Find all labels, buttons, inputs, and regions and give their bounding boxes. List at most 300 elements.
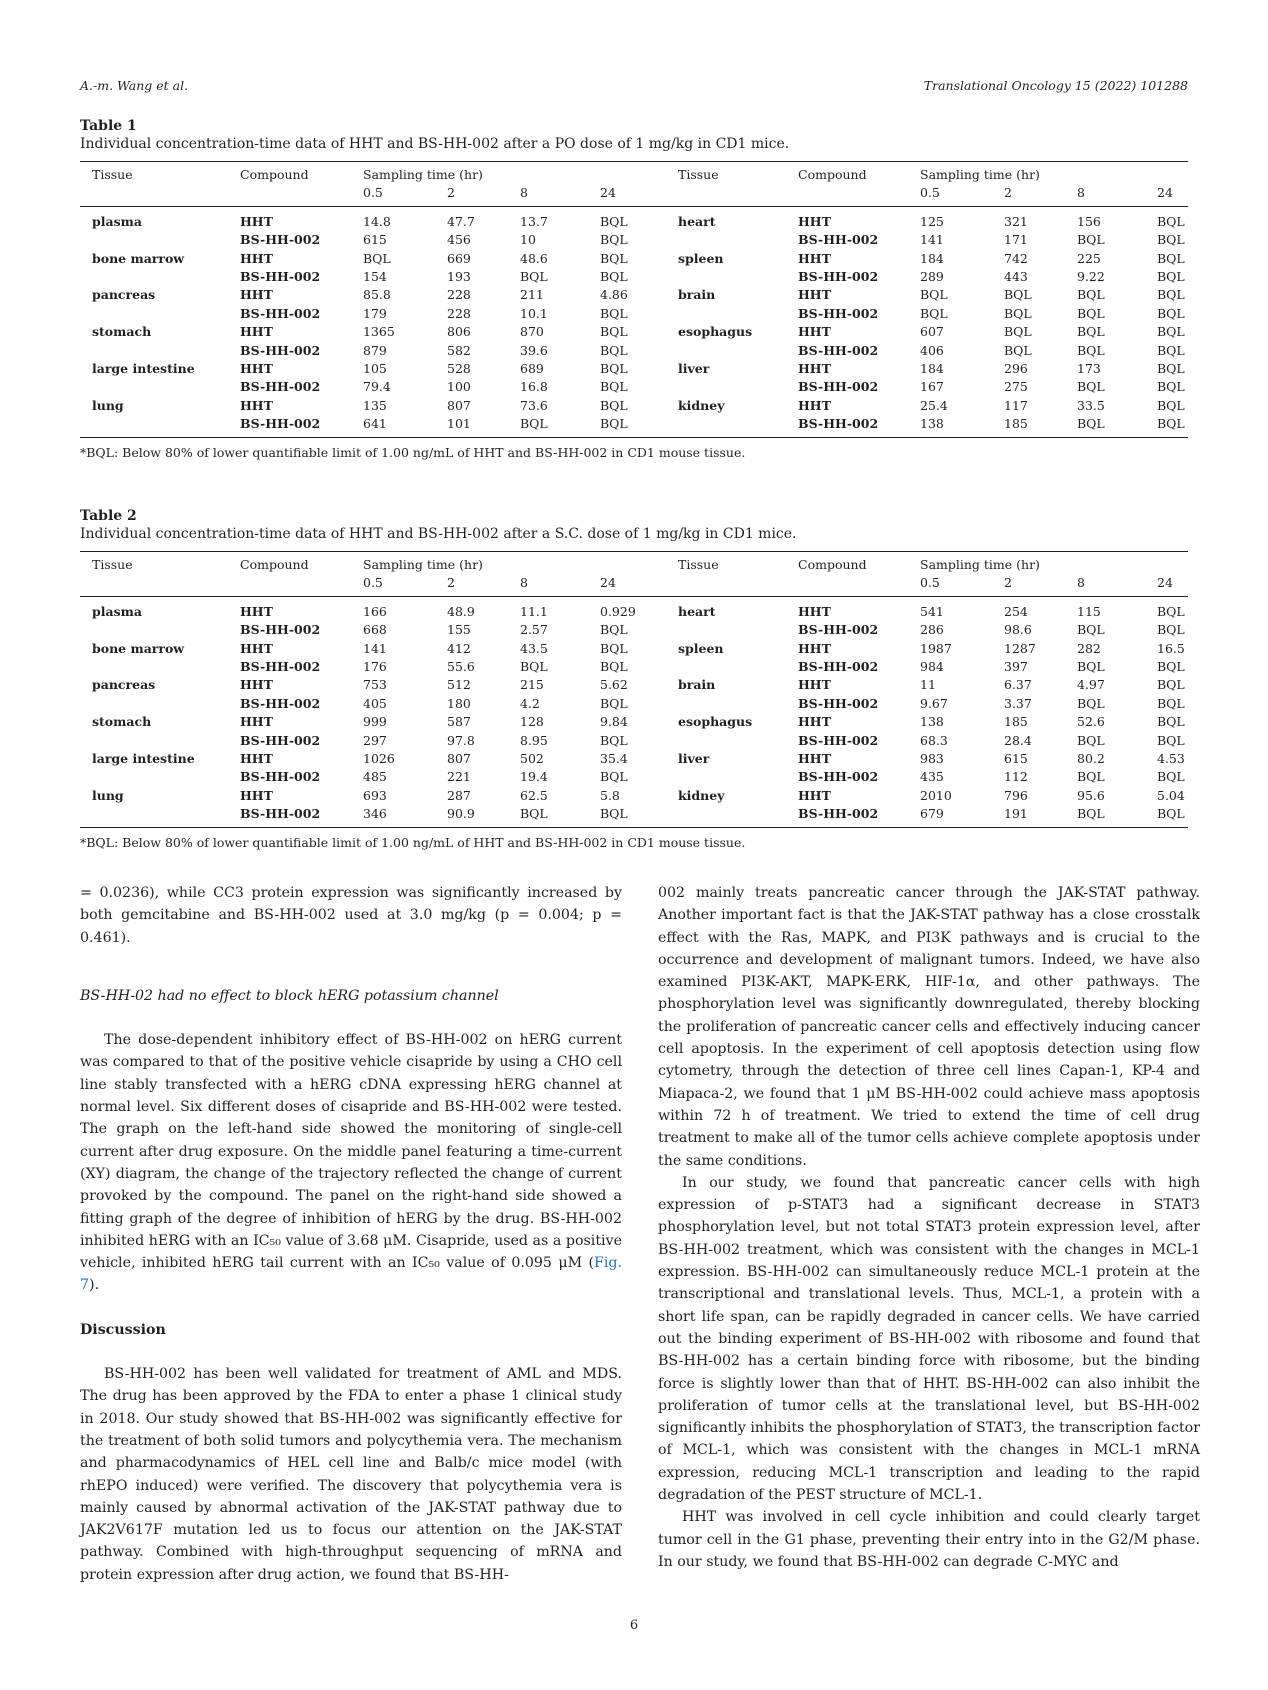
value-cell: 11.1 (520, 603, 548, 619)
tissue-cell: stomach (92, 714, 152, 730)
value-cell: BQL (1145, 805, 1188, 827)
compound-cell: HHT (798, 787, 831, 803)
subsection-heading: BS-HH-02 had no effect to block hERG potassium channel (80, 987, 499, 1004)
value-cell: 541 (920, 603, 944, 619)
table-row (80, 286, 1188, 304)
value-cell: 85.8 (363, 287, 391, 303)
compound-cell: HHT (798, 213, 831, 229)
value-cell: BQL (1077, 342, 1105, 358)
value-cell: 35.4 (600, 751, 628, 767)
paragraph: BS-HH-002 has been well validated for treatment of AML and MDS. The drug has been approved by the FDA to enter a phase 1 clinical study in 2018. Our study showed that BS-HH-002 was significantly effective for the treatment of both solid tumors and polycythemia vera. The mechanism and pharmacodynamics of HEL cell line and Balb/c mice model (with rhEPO induced) were verified. The discovery that polycythemia vera is mainly caused by abnormal activation of the JAK-STAT pathway due to JAK2V617F mutation led us to focus our attention on the JAK-STAT pathway. Combined with high-throughput sequencing of mRNA and protein expression after drug action, we found that BS-HH- (80, 1366, 622, 1583)
time-header: 2 (435, 574, 508, 596)
value-cell: 346 (351, 805, 435, 827)
value-cell: 10.1 (520, 305, 548, 321)
column-header: Tissue (666, 552, 786, 575)
compound-cell: BS-HH-002 (240, 769, 321, 785)
value-cell: BQL (1077, 659, 1105, 675)
value-cell: 138 (920, 714, 944, 730)
table-row (80, 378, 1188, 396)
compound-cell: HHT (240, 714, 273, 730)
compound-cell: BS-HH-002 (240, 342, 321, 358)
table-row (80, 713, 1188, 731)
tissue-cell (666, 658, 786, 676)
table-subheader-row (80, 184, 1188, 206)
compound-cell: HHT (240, 250, 273, 266)
page-number: 6 (629, 1618, 639, 1633)
section-heading: Discussion (80, 1321, 166, 1338)
value-cell: 28.4 (1004, 732, 1032, 748)
compound-cell: HHT (798, 714, 831, 730)
value-cell: 4.53 (1157, 751, 1185, 767)
value-cell: 141 (920, 232, 944, 248)
value-cell: BQL (1157, 695, 1185, 711)
running-header-journal: Translational Oncology 15 (2022) 101288 (923, 78, 1188, 93)
value-cell: BQL (1157, 250, 1185, 266)
value-cell: 796 (1004, 787, 1028, 803)
value-cell: 100 (447, 379, 471, 395)
compound-cell: BS-HH-002 (240, 305, 321, 321)
value-cell: 39.6 (520, 342, 548, 358)
value-cell: 97.8 (447, 732, 475, 748)
column-header: Sampling time (hr) (351, 552, 666, 575)
value-cell: BQL (600, 213, 628, 229)
value-cell: 193 (447, 269, 471, 285)
tissue-cell: lung (92, 397, 124, 413)
data-table (80, 161, 1188, 438)
tissue-cell: pancreas (92, 677, 156, 693)
tissue-cell (80, 732, 228, 750)
tissue-cell: esophagus (678, 714, 753, 730)
column-header: Sampling time (hr) (908, 162, 1188, 185)
time-header: 0.5 (351, 574, 435, 596)
tissue-cell (80, 768, 228, 786)
compound-cell: HHT (798, 397, 831, 413)
value-cell: 870 (520, 324, 544, 340)
compound-cell: BS-HH-002 (798, 695, 879, 711)
value-cell: 16.5 (1157, 640, 1185, 656)
right-text-column (658, 882, 1200, 1573)
tissue-cell: spleen (678, 250, 724, 266)
value-cell: BQL (1065, 805, 1145, 827)
value-cell: 80.2 (1077, 751, 1105, 767)
value-cell: 485 (363, 769, 387, 785)
column-header: Sampling time (hr) (908, 552, 1188, 575)
table-row (80, 596, 1188, 621)
value-cell: BQL (600, 379, 628, 395)
tissue-cell (666, 732, 786, 750)
value-cell: BQL (1004, 324, 1032, 340)
value-cell: 128 (520, 714, 544, 730)
time-header: 0.5 (908, 184, 992, 206)
value-cell: 135 (363, 397, 387, 413)
compound-cell: BS-HH-002 (240, 232, 321, 248)
value-cell: 180 (447, 695, 471, 711)
value-cell: 112 (1004, 769, 1028, 785)
value-cell: 693 (363, 787, 387, 803)
value-cell: BQL (1157, 342, 1185, 358)
value-cell: 1287 (1004, 640, 1036, 656)
compound-cell: HHT (798, 640, 831, 656)
tissue-cell: liver (678, 361, 710, 377)
value-cell: 9.22 (1077, 269, 1105, 285)
value-cell: 221 (447, 769, 471, 785)
value-cell: 184 (920, 361, 944, 377)
time-header: 8 (508, 184, 588, 206)
value-cell: 1365 (363, 324, 395, 340)
table-row (80, 342, 1188, 360)
value-cell: BQL (520, 659, 548, 675)
value-cell: 167 (920, 379, 944, 395)
table-row (80, 415, 1188, 437)
value-cell: 55.6 (447, 659, 475, 675)
value-cell: 215 (520, 677, 544, 693)
compound-cell: BS-HH-002 (240, 269, 321, 285)
value-cell: 10 (520, 232, 536, 248)
value-cell: 211 (520, 287, 544, 303)
value-cell: BQL (1077, 324, 1105, 340)
column-header: Tissue (666, 162, 786, 185)
value-cell: 405 (363, 695, 387, 711)
data-table (80, 551, 1188, 828)
value-cell: 5.04 (1157, 787, 1185, 803)
compound-cell: BS-HH-002 (228, 805, 351, 827)
value-cell: BQL (600, 361, 628, 377)
tissue-cell (80, 658, 228, 676)
value-cell: 73.6 (520, 397, 548, 413)
table-footnote: *BQL: Below 80% of lower quantifiable limit of 1.00 ng/mL of HHT and BS-HH-002 in CD1 mouse tissue. (80, 444, 746, 460)
value-cell: 286 (920, 622, 944, 638)
value-cell: BQL (1157, 677, 1185, 693)
value-cell: 983 (920, 751, 944, 767)
tissue-cell: heart (678, 603, 716, 619)
value-cell: BQL (1077, 622, 1105, 638)
value-cell: 753 (363, 677, 387, 693)
table-body (80, 206, 1188, 437)
value-cell: BQL (1077, 232, 1105, 248)
tissue-cell: large intestine (92, 751, 195, 767)
tissue-cell (666, 268, 786, 286)
value-cell: BQL (1157, 305, 1185, 321)
compound-cell: BS-HH-002 (798, 342, 879, 358)
value-cell: 296 (1004, 361, 1028, 377)
value-cell: 668 (363, 622, 387, 638)
time-header: 24 (588, 184, 666, 206)
value-cell: 16.8 (520, 379, 548, 395)
value-cell: 999 (363, 714, 387, 730)
table-row (80, 268, 1188, 286)
value-cell: 14.8 (363, 213, 391, 229)
value-cell: BQL (1077, 287, 1105, 303)
table-row (80, 206, 1188, 231)
tissue-cell (666, 621, 786, 639)
column-header: Compound (228, 162, 351, 185)
value-cell: 615 (363, 232, 387, 248)
value-cell: 166 (363, 603, 387, 619)
value-cell: BQL (1157, 732, 1185, 748)
tissue-cell: esophagus (678, 324, 753, 340)
tissue-cell: lung (92, 787, 124, 803)
compound-cell: BS-HH-002 (786, 805, 908, 827)
value-cell: BQL (600, 342, 628, 358)
value-cell: BQL (1157, 397, 1185, 413)
value-cell: 179 (363, 305, 387, 321)
paragraph: In our study, we found that pancreatic cancer cells with high expression of p-STAT3 had a significant decrease in STAT3 phosphorylation level, but not total STAT3 protein expression level, after BS-HH-002 treatment, which was consistent with the changes in MCL-1 expression. BS-HH-002 can simultaneously reduce MCL-1 protein at the transcriptional and translational levels. Thus, MCL-1, a protein with a short life span, can be rapidly degraded in cancer cells. We have carried out the binding experiment of BS-HH-002 with ribosome and found that BS-HH-002 has a certain binding force with ribosome, but the binding force is slightly lower than that of HHT. BS-HH-002 can also inhibit the proliferation of tumor cells at the translational level, but BS-HH-002 significantly inhibits the phosphorylation of STAT3, the transcription factor of MCL-1, which was consistent with the changes in MCL-1 mRNA expression, reducing MCL-1 transcription and leading to the rapid degradation of the PEST structure of MCL-1. (658, 1174, 1200, 1504)
tissue-cell (80, 695, 228, 713)
value-cell: BQL (920, 287, 948, 303)
value-cell: 101 (435, 415, 508, 437)
table-row (80, 250, 1188, 268)
compound-cell: HHT (798, 250, 831, 266)
value-cell: BQL (1157, 232, 1185, 248)
value-cell: 879 (363, 342, 387, 358)
value-cell: 289 (920, 269, 944, 285)
value-cell: 154 (363, 269, 387, 285)
compound-cell: BS-HH-002 (798, 269, 879, 285)
tissue-cell: heart (678, 213, 716, 229)
value-cell: BQL (1157, 361, 1185, 377)
tissue-cell (80, 805, 228, 827)
value-cell: 669 (447, 250, 471, 266)
paragraph: The dose-dependent inhibitory effect of BS-HH-002 on hERG current was compared to that of the positive vehicle cisapride by using a CHO cell line stably transfected with a hERG cDNA expressing hERG channel at normal level. Six different doses of cisapride and BS-HH-002 were tested. The graph on the left-hand side showed the monitoring of single-cell current after drug exposure. On the middle panel featuring a time-current (XY) diagram, the change of the trajectory reflected the change of current provoked by the compound. The panel on the right-hand side showed a fitting graph of the degree of inhibition of hERG by the drug. BS-HH-002 inhibited hERG with an IC₅₀ value of 3.68 μM. Cisapride, used as a positive vehicle, inhibited hERG tail current with an IC₅₀ value of 0.095 μM (Fig. 7). (80, 1032, 622, 1294)
compound-cell: BS-HH-002 (240, 622, 321, 638)
value-cell: 512 (447, 677, 471, 693)
value-cell: BQL (508, 415, 588, 437)
value-cell: BQL (1157, 714, 1185, 730)
table-footnote: *BQL: Below 80% of lower quantifiable limit of 1.00 ng/mL of HHT and BS-HH-002 in CD1 mouse tissue. (80, 834, 746, 850)
value-cell: BQL (1157, 603, 1185, 619)
tissue-cell (80, 415, 228, 437)
value-cell: BQL (588, 805, 666, 827)
table-header-row (80, 162, 1188, 185)
time-header: 24 (1145, 574, 1188, 596)
table-row (80, 787, 1188, 805)
table-1 (80, 117, 1188, 460)
value-cell: BQL (1157, 269, 1185, 285)
value-cell: BQL (600, 695, 628, 711)
value-cell: BQL (600, 732, 628, 748)
value-cell: 68.3 (920, 732, 948, 748)
value-cell: BQL (1157, 324, 1185, 340)
table-caption: Individual concentration-time data of HHT and BS-HH-002 after a S.C. dose of 1 mg/kg in CD1 mice. (80, 526, 797, 542)
value-cell: 13.7 (520, 213, 548, 229)
value-cell: 321 (1004, 213, 1028, 229)
value-cell: 228 (447, 287, 471, 303)
table-row (80, 768, 1188, 786)
value-cell: 5.8 (600, 787, 620, 803)
compound-cell: BS-HH-002 (798, 379, 879, 395)
tissue-cell (666, 768, 786, 786)
table-row (80, 397, 1188, 415)
value-cell: 171 (1004, 232, 1028, 248)
value-cell: 176 (363, 659, 387, 675)
tissue-cell (80, 342, 228, 360)
value-cell: 275 (1004, 379, 1028, 395)
value-cell: 443 (1004, 269, 1028, 285)
value-cell: 125 (920, 213, 944, 229)
compound-cell: HHT (798, 287, 831, 303)
tissue-cell: kidney (678, 787, 725, 803)
value-cell: 435 (920, 769, 944, 785)
compound-cell: HHT (240, 324, 273, 340)
value-cell: 191 (992, 805, 1065, 827)
value-cell: 185 (992, 415, 1065, 437)
value-cell: 2.57 (520, 622, 548, 638)
value-cell: BQL (1157, 287, 1185, 303)
value-cell: 607 (920, 324, 944, 340)
table-row (80, 231, 1188, 249)
column-header: Compound (228, 552, 351, 575)
time-header: 0.5 (908, 574, 992, 596)
value-cell: 95.6 (1077, 787, 1105, 803)
value-cell: 282 (1077, 640, 1101, 656)
value-cell: 48.6 (520, 250, 548, 266)
tissue-cell (80, 268, 228, 286)
tissue-cell: brain (678, 677, 716, 693)
value-cell: 117 (1004, 397, 1028, 413)
value-cell: BQL (588, 415, 666, 437)
compound-cell: BS-HH-002 (240, 732, 321, 748)
value-cell: 62.5 (520, 787, 548, 803)
table-caption: Individual concentration-time data of HHT and BS-HH-002 after a PO dose of 1 mg/kg in CD1 mice. (80, 136, 790, 152)
value-cell: 806 (447, 324, 471, 340)
value-cell: BQL (600, 622, 628, 638)
compound-cell: BS-HH-002 (798, 769, 879, 785)
value-cell: 33.5 (1077, 397, 1105, 413)
time-header: 8 (508, 574, 588, 596)
value-cell: 287 (447, 787, 471, 803)
compound-cell: BS-HH-002 (240, 695, 321, 711)
value-cell: 225 (1077, 250, 1101, 266)
tissue-cell (666, 342, 786, 360)
value-cell: BQL (1077, 769, 1105, 785)
value-cell: BQL (508, 805, 588, 827)
compound-cell: HHT (240, 640, 273, 656)
tissue-cell: pancreas (92, 287, 156, 303)
paragraph: HHT was involved in cell cycle inhibition and could clearly target tumor cell in the G1 phase, preventing their entry into in the G2/M phase. In our study, we found that BS-HH-002 can degrade C-MYC and (658, 1509, 1200, 1570)
compound-cell: HHT (240, 287, 273, 303)
value-cell: 79.4 (363, 379, 391, 395)
value-cell: BQL (1157, 659, 1185, 675)
table-row (80, 323, 1188, 341)
value-cell: BQL (600, 269, 628, 285)
value-cell: 1026 (363, 751, 395, 767)
table-row (80, 676, 1188, 694)
compound-cell: HHT (240, 787, 273, 803)
value-cell: BQL (1004, 305, 1032, 321)
value-cell: BQL (600, 250, 628, 266)
time-header: 24 (1145, 184, 1188, 206)
value-cell: BQL (520, 269, 548, 285)
value-cell: 412 (447, 640, 471, 656)
value-cell: 582 (447, 342, 471, 358)
value-cell: BQL (1157, 379, 1185, 395)
value-cell: 155 (447, 622, 471, 638)
table-subheader-row (80, 574, 1188, 596)
compound-cell: HHT (240, 751, 273, 767)
tissue-cell (80, 621, 228, 639)
tissue-cell (666, 231, 786, 249)
value-cell: 9.84 (600, 714, 628, 730)
value-cell: BQL (1004, 342, 1032, 358)
value-cell: 984 (920, 659, 944, 675)
figure-link[interactable]: Fig. 7 (80, 1255, 622, 1294)
compound-cell: BS-HH-002 (228, 415, 351, 437)
time-header: 0.5 (351, 184, 435, 206)
value-cell: BQL (920, 305, 948, 321)
value-cell: BQL (1004, 287, 1032, 303)
value-cell: 184 (920, 250, 944, 266)
value-cell: BQL (1145, 415, 1188, 437)
value-cell: 228 (447, 305, 471, 321)
tissue-cell (666, 378, 786, 396)
value-cell: BQL (600, 397, 628, 413)
value-cell: BQL (1157, 213, 1185, 229)
compound-cell: HHT (798, 751, 831, 767)
value-cell: BQL (1077, 732, 1105, 748)
value-cell: 807 (447, 751, 471, 767)
table-2 (80, 507, 1188, 850)
value-cell: 397 (1004, 659, 1028, 675)
value-cell: 742 (1004, 250, 1028, 266)
tissue-cell: kidney (678, 397, 725, 413)
table-header-row (80, 552, 1188, 575)
tissue-cell: bone marrow (92, 640, 185, 656)
value-cell: 297 (363, 732, 387, 748)
value-cell: BQL (600, 305, 628, 321)
compound-cell: HHT (240, 603, 273, 619)
compound-cell: BS-HH-002 (798, 659, 879, 675)
column-header: Tissue (80, 162, 228, 185)
table-label: Table 1 (80, 118, 137, 134)
value-cell: BQL (600, 232, 628, 248)
paragraph: = 0.0236), while CC3 protein expression was significantly increased by both gemcitabine and BS-HH-002 used at 3.0 mg/kg (p = 0.004; p = 0.461). (80, 885, 622, 946)
table-body (80, 596, 1188, 827)
value-cell: 4.97 (1077, 677, 1105, 693)
tissue-cell (666, 305, 786, 323)
tissue-cell (80, 305, 228, 323)
time-header: 8 (1065, 184, 1145, 206)
compound-cell: HHT (798, 677, 831, 693)
time-header: 8 (1065, 574, 1145, 596)
compound-cell: HHT (798, 603, 831, 619)
tissue-cell (80, 231, 228, 249)
compound-cell: BS-HH-002 (798, 305, 879, 321)
value-cell: BQL (1157, 769, 1185, 785)
value-cell: 0.929 (600, 603, 636, 619)
time-header: 24 (588, 574, 666, 596)
value-cell: 6.37 (1004, 677, 1032, 693)
column-header: Compound (786, 552, 908, 575)
value-cell: 502 (520, 751, 544, 767)
value-cell: 587 (447, 714, 471, 730)
value-cell: 48.9 (447, 603, 475, 619)
tissue-cell: liver (678, 751, 710, 767)
compound-cell: BS-HH-002 (240, 659, 321, 675)
value-cell: 4.2 (520, 695, 540, 711)
value-cell: 528 (447, 361, 471, 377)
value-cell: 115 (1077, 603, 1101, 619)
value-cell: 406 (920, 342, 944, 358)
tissue-cell (666, 695, 786, 713)
compound-cell: HHT (798, 324, 831, 340)
table-row (80, 750, 1188, 768)
tissue-cell: stomach (92, 324, 152, 340)
tissue-cell: brain (678, 287, 716, 303)
table-row (80, 695, 1188, 713)
value-cell: 679 (908, 805, 992, 827)
value-cell: BQL (1077, 695, 1105, 711)
value-cell: 2010 (920, 787, 952, 803)
